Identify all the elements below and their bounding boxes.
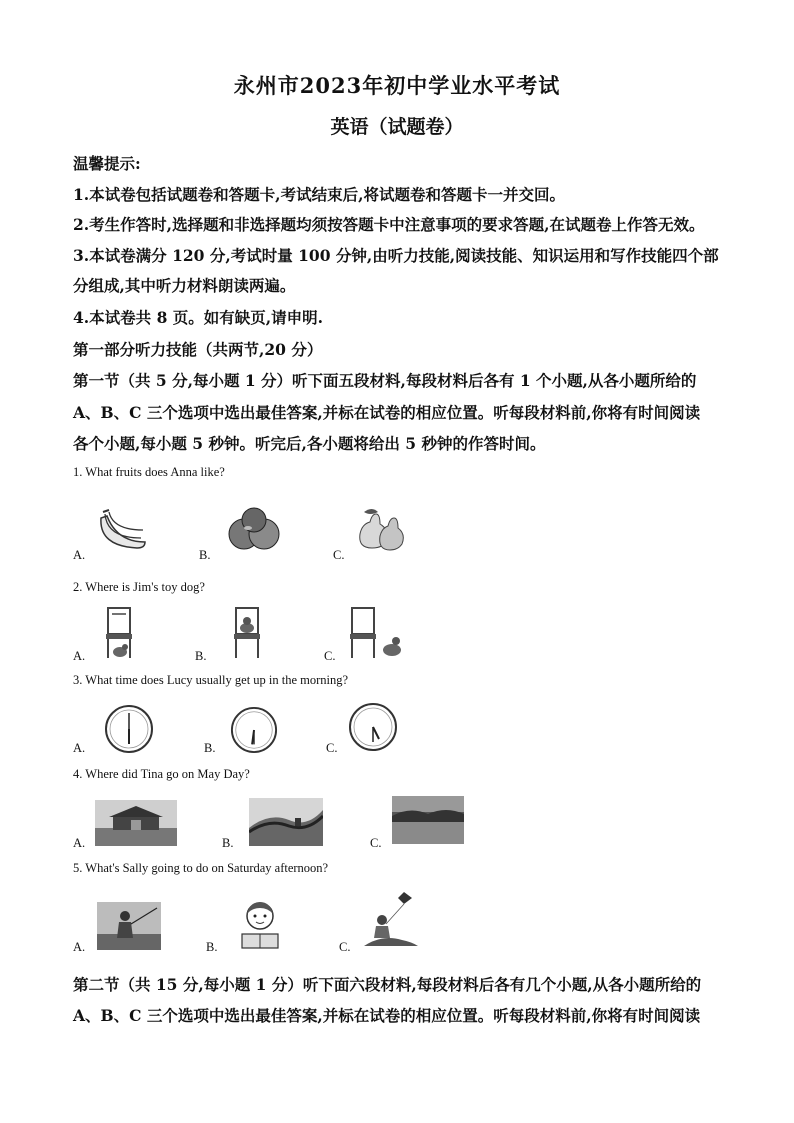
option-b-label: B. (195, 649, 207, 663)
question-5: 5. What's Sally going to do on Saturday afternoon? (73, 861, 329, 875)
chair-dog-under-icon (102, 606, 138, 660)
option-b-label: B. (222, 836, 234, 850)
option-b-label: B. (204, 741, 216, 755)
note-item: 2.考生作答时,选择题和非选择题均须按答题卡中注意事项的要求答题,在试题卷上作答无效。 (73, 215, 705, 234)
chair-dog-on-icon (230, 606, 266, 660)
section1-instruction: 各个小题,每小题 5 秒钟。听完后,各小题将给出 5 秒钟的作答时间。 (73, 434, 546, 453)
pears-icon (356, 504, 406, 552)
option-a-label: A. (73, 548, 86, 562)
question-4: 4. Where did Tina go on May Day? (73, 767, 250, 781)
part1-heading: 第一部分听力技能（共两节,20 分） (73, 340, 323, 359)
tiananmen-photo (95, 800, 177, 846)
section2-instruction: A、B、C 三个选项中选出最佳答案,并标在试卷的相应位置。听每段材料前,你将有时间阅读 (73, 1006, 701, 1025)
section1-instruction: A、B、C 三个选项中选出最佳答案,并标在试卷的相应位置。听每段材料前,你将有时间阅读 (73, 403, 701, 422)
bananas-icon (97, 508, 149, 554)
chair-dog-beside-icon (346, 604, 406, 660)
section2-instruction: 第二节（共 15 分,每小题 1 分）听下面六段材料,每段材料后各有几个小题,从各小题所给的 (73, 975, 702, 994)
apples-icon (226, 504, 282, 554)
option-c-label: C. (333, 548, 345, 562)
option-c-label: C. (339, 940, 351, 954)
exam-title: 永州市2023年初中学业水平考试 (233, 73, 561, 98)
exam-subtitle: 英语（试题卷） (330, 116, 464, 138)
section1-instruction: 第一节（共 5 分,每小题 1 分）听下面五段材料,每段材料后各有 1 个小题,从各小题所给的 (73, 371, 697, 390)
note-item: 3.本试卷满分 120 分,考试时量 100 分钟,由听力技能,阅读技能、知识运用和写作技能四个部 (73, 246, 719, 265)
note-item: 分组成,其中听力材料朗读两遍。 (73, 276, 296, 295)
option-a-label: A. (73, 836, 86, 850)
great-wall-photo (249, 798, 323, 846)
option-a-label: A. (73, 741, 86, 755)
option-b-label: B. (206, 940, 218, 954)
flying-kite-icon (362, 890, 420, 950)
clock-icon (230, 706, 278, 754)
option-a-label: A. (73, 649, 86, 663)
option-c-label: C. (326, 741, 338, 755)
clock-icon (348, 702, 398, 752)
option-a-label: A. (73, 940, 86, 954)
question-3: 3. What time does Lucy usually get up in the morning? (73, 673, 349, 687)
question-2: 2. Where is Jim's toy dog? (73, 580, 205, 594)
option-b-label: B. (199, 548, 211, 562)
note-item: 1.本试卷包括试题卷和答题卡,考试结束后,将试题卷和答题卡一并交回。 (73, 185, 565, 204)
note-item: 4.本试卷共 8 页。如有缺页,请申明. (73, 308, 324, 327)
lake-photo (392, 796, 464, 844)
clock-icon (104, 704, 154, 754)
option-c-label: C. (324, 649, 336, 663)
fishing-photo (97, 902, 161, 950)
option-c-label: C. (370, 836, 382, 850)
notes-heading: 温馨提示: (73, 154, 141, 173)
question-1: 1. What fruits does Anna like? (73, 465, 225, 479)
girl-reading-icon (238, 898, 282, 950)
